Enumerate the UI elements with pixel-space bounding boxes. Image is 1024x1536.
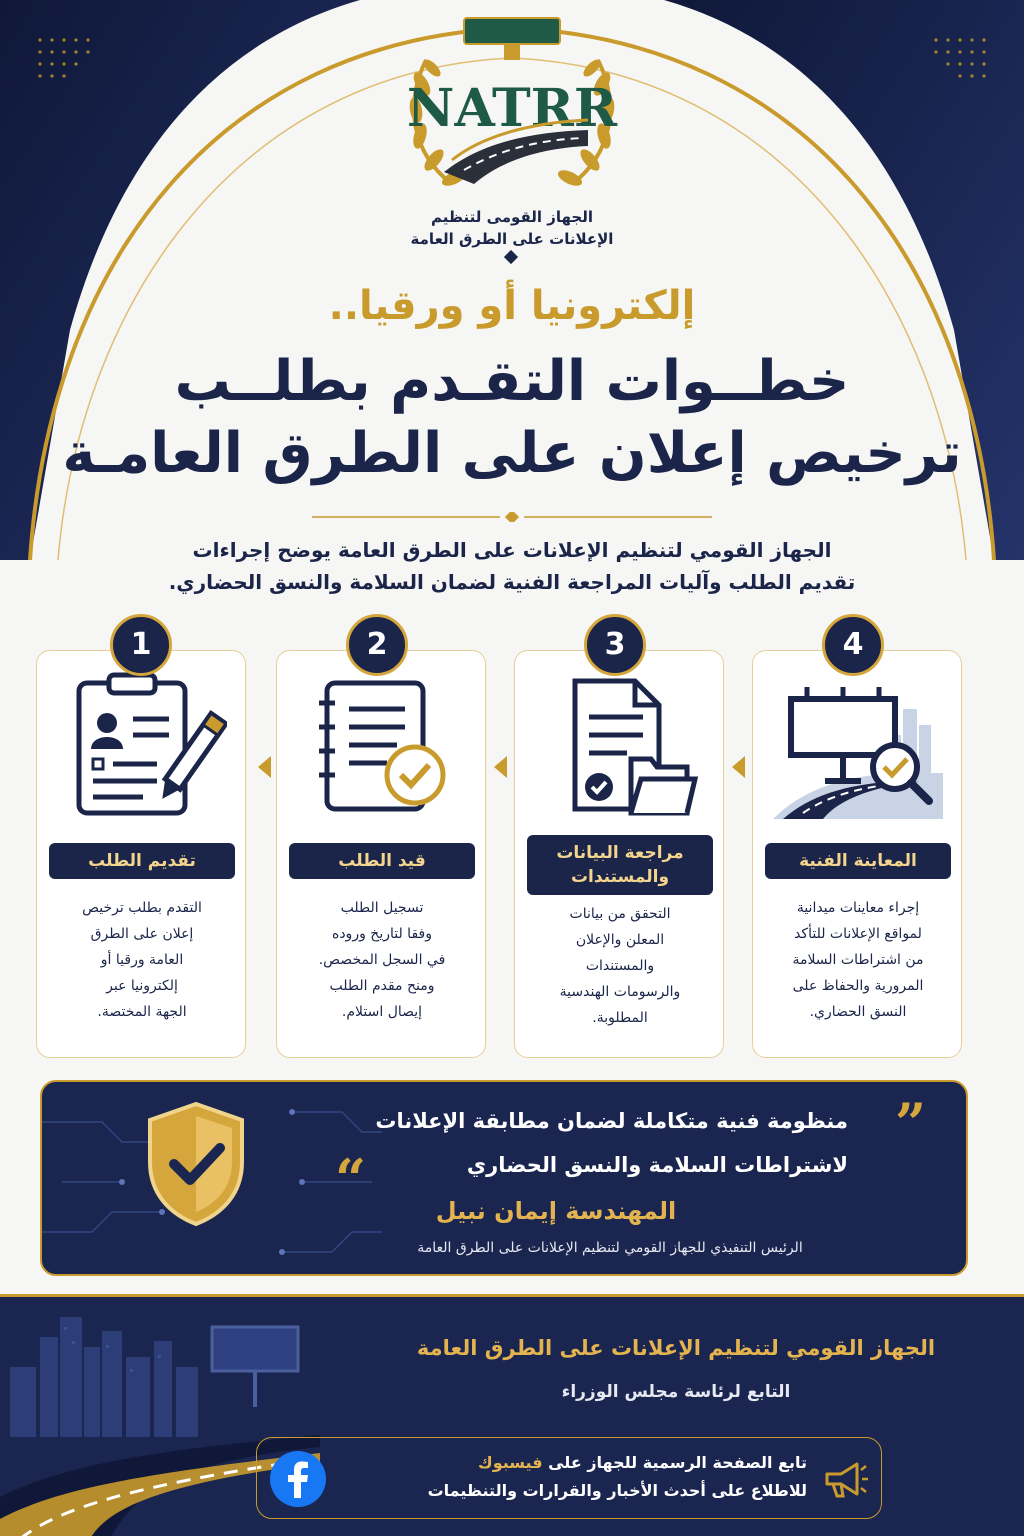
organization-logo <box>392 14 632 210</box>
step-number-2: 2 <box>346 614 408 676</box>
step-card-4 <box>752 650 962 1058</box>
step-title-3-line1: مراجعة البيانات <box>556 843 684 863</box>
step-desc-4-line: لمواقع الإعلانات للتأكد <box>794 926 922 942</box>
step-desc-1-line: إعلان على الطرق <box>90 926 194 942</box>
step-card-1 <box>36 650 246 1058</box>
step-desc-3-line: المعلن والإعلان <box>575 932 665 948</box>
step-title-3-line2: والمستندات <box>570 867 670 887</box>
intro-line1: الجهاز القومي لتنظيم الإعلانات على الطرق العامة يوضح إجراءات <box>192 538 832 562</box>
footer <box>0 1294 1024 1536</box>
step-number-1: 1 <box>110 614 172 676</box>
step-desc-3-line: التحقق من بيانات <box>569 906 671 922</box>
step-title-1: تقديم الطلب <box>49 843 235 879</box>
step-desc-1-line: إلكترونيا عبر <box>106 978 178 994</box>
step-desc-4-line: المرورية والحفاظ على <box>792 978 924 994</box>
intro-line2: تقديم الطلب وآليات المراجعة الفنية لضمان السلامة والنسق الحضاري. <box>168 570 856 594</box>
quote-line1: منظومة فنية متكاملة لضمان مطابقة الإعلانات <box>375 1109 848 1133</box>
headline-line2: ترخيص إعلان على الطرق العامـة <box>62 421 962 486</box>
facebook-link[interactable]: فيسبوك <box>478 1453 543 1472</box>
speaker-name: المهندسة إيمان نبيل <box>435 1197 677 1225</box>
facebook-follow-box[interactable] <box>256 1437 882 1519</box>
step-desc-4-line: النسق الحضاري. <box>809 1004 907 1020</box>
step-card-2 <box>276 650 486 1058</box>
step-desc-4 <box>765 895 951 1025</box>
chevron-left-icon <box>732 756 745 778</box>
step-desc-2-line: وفقا لتاريخ وروده <box>331 926 432 942</box>
organization-name-line2: الإعلانات على الطرق العامة <box>410 230 614 248</box>
notebook-check-icon <box>297 669 467 819</box>
step-desc-4-line: إجراء معاينات ميدانية <box>796 900 920 916</box>
step-desc-4-line: من اشتراطات السلامة <box>792 952 924 968</box>
footer-organization: الجهاز القومي لتنظيم الإعلانات على الطرق العامة <box>416 1336 936 1360</box>
organization-name <box>312 206 712 250</box>
step-card-3 <box>514 650 724 1058</box>
step-desc-2 <box>289 895 475 1025</box>
step-desc-1-line: العامة ورقيا أو <box>100 952 184 968</box>
facebook-follow-line1 <box>367 1449 807 1477</box>
facebook-icon[interactable] <box>269 1450 327 1508</box>
step-desc-3-line: والمستندات <box>585 958 655 974</box>
step-desc-1-line: التقدم بطلب ترخيص <box>82 900 202 916</box>
chevron-left-icon <box>258 756 271 778</box>
step-number-4: 4 <box>822 614 884 676</box>
step-number-3: 3 <box>584 614 646 676</box>
shield-check-icon <box>142 1100 250 1228</box>
intro-text <box>132 534 892 598</box>
facebook-follow-line2: للاطلاع على أحدث الأخبار والقرارات والتنظيمات <box>427 1481 807 1500</box>
documents-folder-icon <box>535 669 705 819</box>
organization-name-line1: الجهاز القومى لتنظيم <box>430 208 593 226</box>
quote-open-icon: ” <box>894 1091 926 1155</box>
billboard-inspection-icon <box>773 669 943 819</box>
footer-affiliation: التابع لرئاسة مجلس الوزراء <box>561 1382 791 1402</box>
main-headline <box>62 346 962 490</box>
kicker-title: إلكترونيا أو ورقيا.. <box>328 283 696 329</box>
step-desc-2-line: تسجيل الطلب <box>340 900 424 916</box>
quote-line2: لاشتراطات السلامة والنسق الحضاري <box>466 1153 848 1177</box>
speaker-role: الرئيس التنفيذي للجهاز القومي لتنظيم الإعلانات على الطرق العامة <box>417 1240 803 1256</box>
step-desc-2-line: في السجل المخصص. <box>318 952 446 968</box>
step-desc-3 <box>527 901 713 1031</box>
step-desc-2-line: إيصال استلام. <box>341 1004 423 1020</box>
step-desc-1 <box>49 895 235 1025</box>
quote-panel <box>40 1080 968 1276</box>
step-desc-3-line: والرسومات الهندسية <box>559 984 681 1000</box>
megaphone-icon <box>819 1454 869 1504</box>
step-title-4: المعاينة الفنية <box>765 843 951 879</box>
step-title-3 <box>527 835 713 895</box>
step-desc-1-line: الجهة المختصة. <box>97 1004 187 1020</box>
headline-line1: خطــوات التقـدم بطلــب <box>174 349 850 414</box>
logo-monogram: NATRR <box>406 78 618 139</box>
step-title-2: قيد الطلب <box>289 843 475 879</box>
chevron-left-icon <box>494 756 507 778</box>
clipboard-form-icon <box>57 669 227 819</box>
step-desc-3-line: المطلوبة. <box>592 1010 648 1026</box>
quote-close-icon: “ <box>334 1147 366 1211</box>
title-divider <box>312 512 712 522</box>
follow-prefix: تابع الصفحة الرسمية للجهاز على <box>542 1453 807 1472</box>
step-desc-2-line: ومنح مقدم الطلب <box>329 978 435 994</box>
